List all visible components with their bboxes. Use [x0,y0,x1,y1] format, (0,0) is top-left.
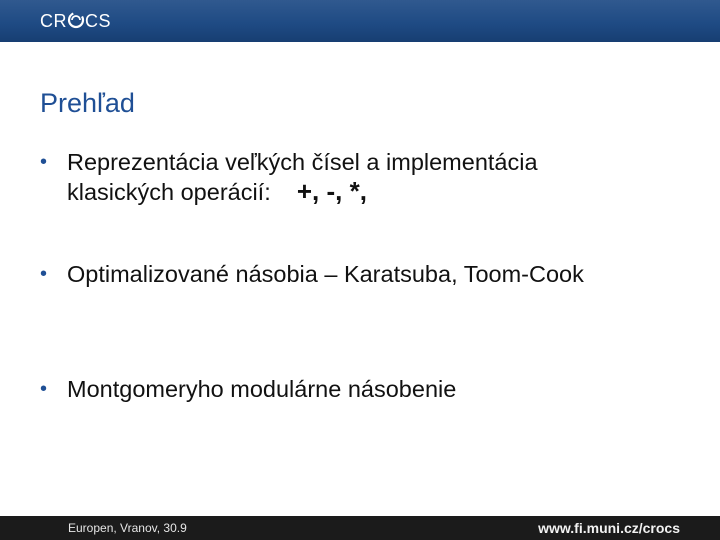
bullet-operators: +, -, *, [296,176,367,206]
bullet-text: Montgomeryho modulárne násobenie [67,376,457,402]
logo-text-start: CR [40,11,67,31]
header-bar [0,0,720,42]
footer-bar [0,516,720,540]
bullet-text: Optimalizované násobia – Karatsuba, Toom-Cook [67,261,584,287]
logo-swirl-icon [67,11,85,29]
slide-title: Prehľad [40,88,135,118]
footer-event: Europen, Vranov, 30.9 [68,521,187,535]
bullet-dot-icon: • [40,151,48,173]
bullet-text-line1: Reprezentácia veľkých čísel a implementácia [67,149,538,175]
bullet-dot-icon: • [40,263,48,285]
footer-url[interactable]: www.fi.muni.cz/crocs [538,520,680,536]
bullet-text-line2: klasických operácií: [67,179,271,205]
bullet-text [67,148,687,207]
bullet-dot-icon: • [40,378,48,400]
crocs-logo [40,10,111,32]
logo-text-end: CS [85,11,112,31]
